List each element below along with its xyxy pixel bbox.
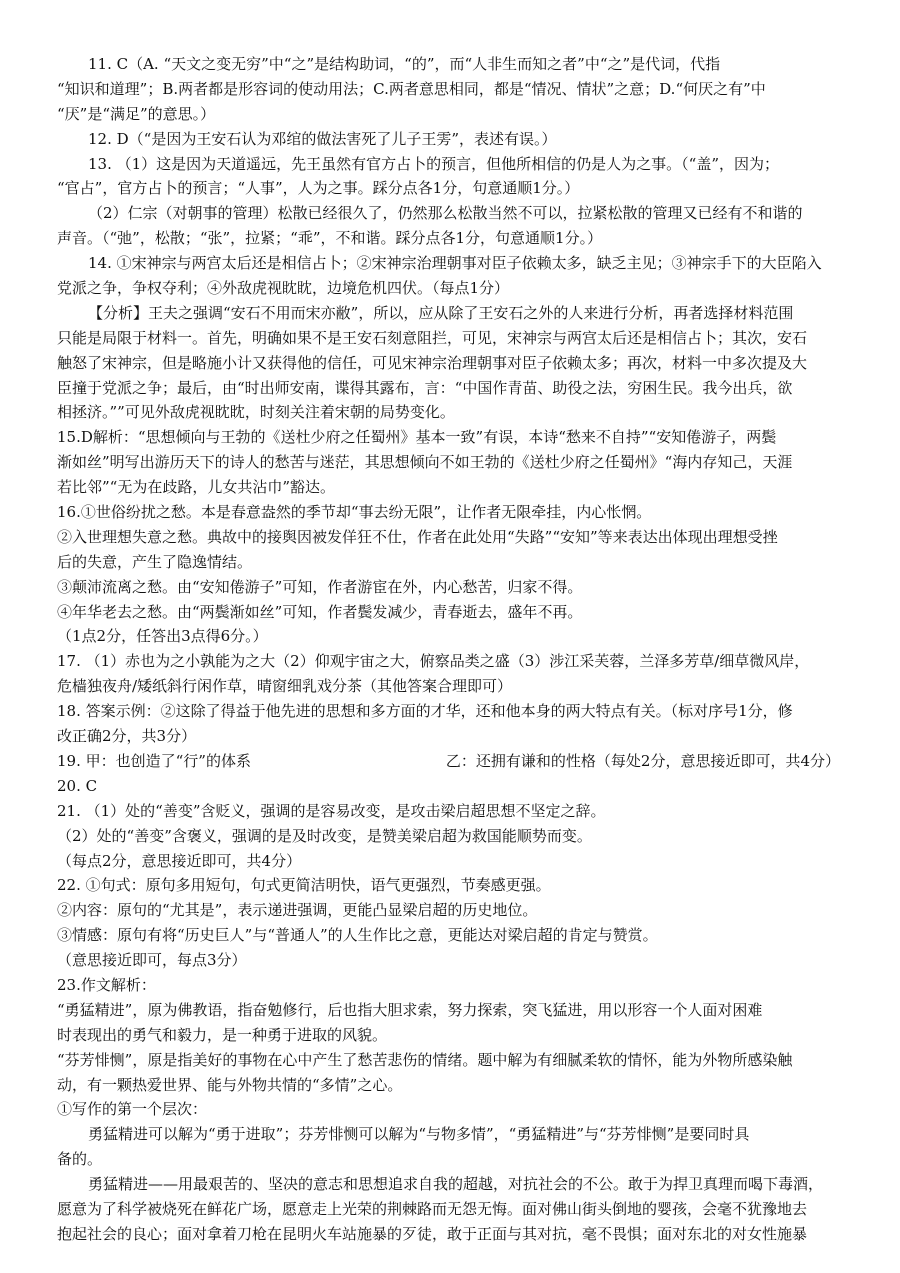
text-line: [57, 575, 850, 600]
line-text: 21. （1）处的“善变”含贬义，强调的是容易改变，是攻击梁启超思想不坚定之辞。: [57, 801, 606, 820]
text-line: [57, 77, 850, 102]
text-line: [57, 674, 850, 699]
text-line: [57, 351, 850, 376]
line-text: （2）处的“善变”含褒义，强调的是及时改变，是赞美梁启超为救国能顺势而变。: [57, 826, 592, 845]
text-line: [57, 600, 850, 625]
line-text: “官占”，官方占卜的预言；“人事”，人为之事。踩分点各1分，句意通顺1分。）: [57, 179, 580, 198]
text-line: [57, 799, 850, 824]
line-text: “厌”是“满足”的意思。）: [57, 104, 216, 123]
text-line: [57, 400, 850, 425]
line-text-right: 乙：还拥有谦和的性格（每处2分，意思接近即可，共4分）: [445, 751, 840, 770]
line-text: ②内容：原句的“尤其是”，表示递进强调，更能凸显梁启超的历史地位。: [57, 901, 538, 920]
text-line: [57, 1073, 850, 1098]
line-text: （每点2分，意思接近即可，共4分）: [57, 851, 302, 870]
line-text: 若比邻”“无为在歧路，儿女共沾巾”豁达。: [57, 478, 336, 497]
line-text: 只能是局限于材料一。首先，明确如果不是王安石刻意阻拦，可见，宋神宗与两宫太后还是相信占卜；其次，安石: [57, 328, 808, 347]
text-line: [57, 525, 850, 550]
text-line: [57, 1023, 850, 1048]
line-text: ④年华老去之愁。由“两鬓渐如丝”可知，作者鬓发减少，青春逝去，盛年不再。: [57, 602, 583, 621]
text-line: [57, 550, 850, 575]
line-text: 后的失意，产生了隐逸情结。: [57, 552, 253, 571]
line-text: （1点2分，任答出3点得6分。）: [57, 627, 268, 646]
line-text: 勇猛精进可以解为“勇于进取”；芬芳悱恻可以解为“与物多情”，“勇猛精进”与“芬芳悱恻”是要同时具: [88, 1125, 750, 1144]
line-text: 13. （1）这是因为天道遥远，先王虽然有官方占卜的预言，但他所相信的仍是人为之事。（“盖”，因为；: [88, 154, 780, 173]
line-text: ③颠沛流离之愁。由“安知倦游子”可知，作者游宦在外，内心愁苦，归家不得。: [57, 577, 583, 596]
text-line: [57, 724, 850, 749]
text-line: [57, 1122, 850, 1147]
line-text: 臣撞于党派之争；最后，由“时出师安南，谍得其露布，言：“中国作青苗、助役之法，穷困生民。我今出兵，欲: [57, 378, 793, 397]
line-text: 15.D解析：“思想倾向与王勃的《送杜少府之任蜀州》基本一致”有误，本诗“愁来不自持”“安知倦游子，两鬓: [57, 428, 777, 447]
text-line: [57, 699, 850, 724]
line-text: 渐如丝”明写出游历天下的诗人的愁苦与迷茫，其思想倾向不如王勃的《送杜少府之任蜀州》“海内存知己，天涯: [57, 453, 793, 472]
text-line: [57, 276, 850, 301]
text-line: [57, 774, 850, 799]
line-text: 触怒了宋神宗，但是略施小计又获得他的信任，可见宋神宗治理朝事对臣子依赖太多；再次，材料一中多次提及大: [57, 353, 808, 372]
text-line: [57, 226, 850, 251]
line-text: 改正确2分，共3分）: [57, 727, 197, 746]
text-line: [57, 649, 850, 674]
text-line: [57, 1048, 850, 1073]
line-text: 22. ①句式：原句多用短句，句式更简洁明快，语气更强烈，节奏感更强。: [57, 876, 551, 895]
line-text: “芬芳悱恻”，原是指美好的事物在心中产生了愁苦悲伤的情绪。题中解为有细腻柔软的情怀，能为外物所感染触: [57, 1050, 793, 1069]
text-line: [57, 749, 850, 774]
line-text: 愿意为了科学被烧死在鲜花广场，愿意走上光荣的荆棘路而无怨无悔。面对佛山街头倒地的婴孩，会毫不犹豫地去: [57, 1199, 808, 1218]
line-text: “知识和道理”；B.两者都是形容词的使动用法；C.两者意思相同，都是“情况、情状”之意；D.“何厌之有”中: [57, 79, 766, 98]
line-text: 动，有一颗热爱世界、能与外物共情的“多情”之心。: [57, 1075, 403, 1094]
line-text: 备的。: [57, 1150, 103, 1169]
text-line: [57, 1172, 850, 1197]
text-line: [57, 301, 850, 326]
text-line: [57, 973, 850, 998]
text-line: [57, 52, 850, 77]
text-line: [57, 1147, 850, 1172]
text-line: [57, 948, 850, 973]
line-text: 17. （1）赤也为之小孰能为之大（2）仰观宇宙之大，俯察品类之盛（3）涉江采芙蓉，兰泽多芳草/细草微风岸，: [57, 652, 810, 671]
text-line: [57, 152, 850, 177]
line-text: 危樯独夜舟/矮纸斜行闲作草，晴窗细乳戏分茶（其他答案合理即可）: [57, 677, 513, 696]
line-text: 11. C（A. “天文之变无穷”中“之”是结构助词，“的”，而“人非生而知之者”中“之”是代词，代指: [88, 55, 721, 73]
line-text: 16.①世俗纷扰之愁。本是春意盎然的季节却“事去纷无限”，让作者无限牵挂，内心怅惘。: [57, 503, 652, 522]
text-line: [57, 376, 850, 401]
line-text: 14. ①宋神宗与两宫太后还是相信占卜；②宋神宗治理朝事对臣子依赖太多，缺乏主见；③神宗手下的大臣陷入: [88, 254, 822, 273]
text-line: [57, 127, 850, 152]
line-text: 18. 答案示例：②这除了得益于他先进的思想和多方面的才华，还和他本身的两大特点有关。（标对序号1分，修: [57, 702, 793, 721]
text-line: [57, 1197, 850, 1222]
line-text: 【分析】王夫之强调“安石不用而宋亦敝”，所以，应从除了王安石之外的人来进行分析，再者选择材料范围: [88, 303, 794, 322]
text-line: [57, 326, 850, 351]
line-text: 党派之争，争权夺利；④外敌虎视眈眈，边境危机四伏。（每点1分）: [57, 279, 510, 298]
line-text: 19. 甲：也创造了“行”的体系: [57, 751, 251, 770]
text-line: [57, 849, 850, 874]
text-line: [57, 176, 850, 201]
line-text: ②入世理想失意之愁。典故中的接舆因被发佯狂不仕，作者在此处用“失路”“安知”等来表达出体现出理想受挫: [57, 527, 778, 546]
text-line: [57, 1097, 850, 1122]
text-line: [57, 624, 850, 649]
text-line: [57, 425, 850, 450]
line-text: 20. C: [57, 776, 98, 795]
line-text: （意思接近即可，每点3分）: [57, 951, 247, 970]
text-line: [57, 824, 850, 849]
line-text: 相拯济。””可见外敌虎视眈眈，时刻关注着宋朝的局势变化。: [57, 403, 455, 422]
text-line: [57, 201, 850, 226]
line-text: 抱起社会的良心；面对拿着刀枪在昆明火车站施暴的歹徒，敢于正面与其对抗，毫不畏惧；面对东北的对女性施暴: [57, 1224, 808, 1243]
text-line: [57, 450, 850, 475]
line-text: ①写作的第一个层次：: [57, 1100, 208, 1119]
text-line: [57, 500, 850, 525]
line-text: 23.作文解析：: [57, 975, 156, 994]
text-line: [57, 873, 850, 898]
line-text: 时表现出的勇气和毅力，是一种勇于进取的风貌。: [57, 1025, 388, 1044]
text-line: [57, 923, 850, 948]
text-line: [57, 102, 850, 127]
line-text: “勇猛精进”，原为佛教语，指奋勉修行，后也指大胆求索，努力探索，突飞猛进，用以形容一个人面对困难: [57, 1000, 763, 1019]
line-text: （2）仁宗（对朝事的管理）松散已经很久了，仍然那么松散当然不可以，拉紧松散的管理又已经有不和谐的: [88, 204, 803, 223]
answer-document: [57, 52, 850, 1247]
text-line: [57, 998, 850, 1023]
text-line: [57, 251, 850, 276]
line-text: 声音。（“弛”，松散；“张”，拉紧；“乖”，不和谐。踩分点各1分，句意通顺1分。）: [57, 229, 603, 248]
text-line: [57, 898, 850, 923]
line-text: 12. D（“是因为王安石认为邓绾的做法害死了儿子王雱”，表述有误。）: [88, 129, 557, 148]
line-text: ③情感：原句有将“历史巨人”与“普通人”的人生作比之意，更能达对梁启超的肯定与赞赏。: [57, 926, 658, 945]
line-text: 勇猛精进——用最艰苦的、坚决的意志和思想追求自我的超越，对抗社会的不公。敢于为捍卫真理而喝下毒酒，: [88, 1175, 824, 1194]
text-line: [57, 475, 850, 500]
text-line: [57, 1222, 850, 1247]
